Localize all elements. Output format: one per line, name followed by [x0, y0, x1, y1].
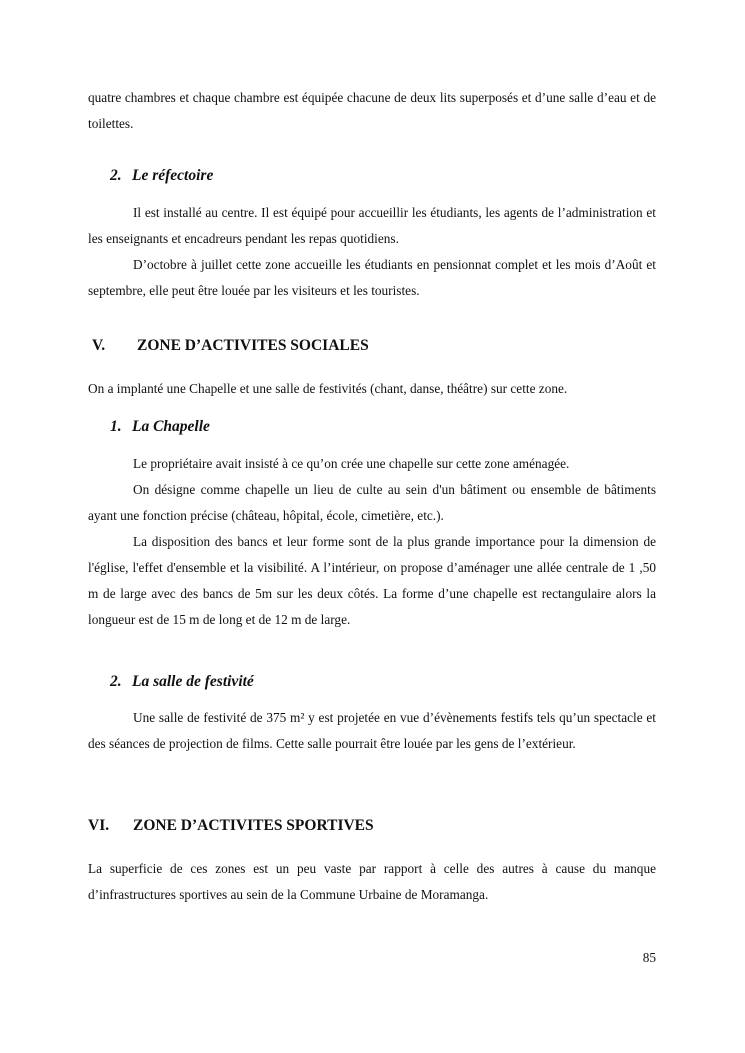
heading-salle-festivite	[110, 671, 656, 693]
paragraph-refectoire-1: Il est installé au centre. Il est équipé pour accueillir les étudiants, les agents de l’administration et les enseignants et encadreurs pendant les repas quotidiens.	[88, 205, 656, 246]
paragraph-zone6-intro: La superficie de ces zones est un peu vaste par rapport à celle des autres à cause du manque d’infrastructures sportives au sein de la Commune Urbaine de Moramanga.	[88, 861, 656, 902]
heading-number: VI.	[88, 817, 110, 834]
heading-title: La Chapelle	[132, 418, 210, 435]
page-number: 85	[642, 950, 656, 965]
heading-number: 1.	[110, 418, 122, 435]
heading-number: 2.	[110, 167, 122, 184]
heading-refectoire	[110, 165, 656, 187]
heading-chapelle	[110, 416, 656, 438]
heading-zone-activites-sociales	[92, 335, 656, 357]
heading-title: Le réfectoire	[132, 167, 214, 184]
paragraph-zone5-intro: On a implanté une Chapelle et une salle de festivités (chant, danse, théâtre) sur cette zone.	[88, 381, 568, 396]
heading-title: La salle de festivité	[132, 673, 254, 690]
paragraph-chapelle-1: Le propriétaire avait insisté à ce qu’on crée une chapelle sur cette zone aménagée.	[133, 456, 570, 471]
paragraph-intro: quatre chambres et chaque chambre est équipée chacune de deux lits superposés et d’une salle d’eau et de toilettes.	[88, 90, 656, 131]
heading-number: V.	[92, 337, 106, 354]
paragraph-chapelle-3: La disposition des bancs et leur forme sont de la plus grande importance pour la dimension de l'église, l'effet d'ensemble et la visibilité. A l’intérieur, on propose d’aménager une allée centrale de 1 ,50 m de large avec des bancs de 5m sur les deux côtés. La forme d’une chapelle est rectangulaire alors la longueur est de 15 m de long et de 12 m de large.	[88, 534, 656, 627]
heading-number: 2.	[110, 673, 122, 690]
paragraph-refectoire-2: D’octobre à juillet cette zone accueille les étudiants en pensionnat complet et les mois d’Août et septembre, elle peut être louée par les visiteurs et les touristes.	[88, 257, 656, 298]
heading-title: ZONE D’ACTIVITES SPORTIVES	[133, 817, 374, 834]
paragraph-chapelle-2: On désigne comme chapelle un lieu de culte au sein d'un bâtiment ou ensemble de bâtiments ayant une fonction précise (château, hôpital, école, cimetière, etc.).	[88, 482, 656, 523]
heading-title: ZONE D’ACTIVITES SOCIALES	[137, 337, 369, 354]
heading-zone-activites-sportives	[88, 815, 656, 837]
paragraph-festivite-1: Une salle de festivité de 375 m² y est projetée en vue d’évènements festifs tels qu’un spectacle et des séances de projection de films. Cette salle pourrait être louée par les gens de l’extérieur.	[88, 710, 656, 751]
